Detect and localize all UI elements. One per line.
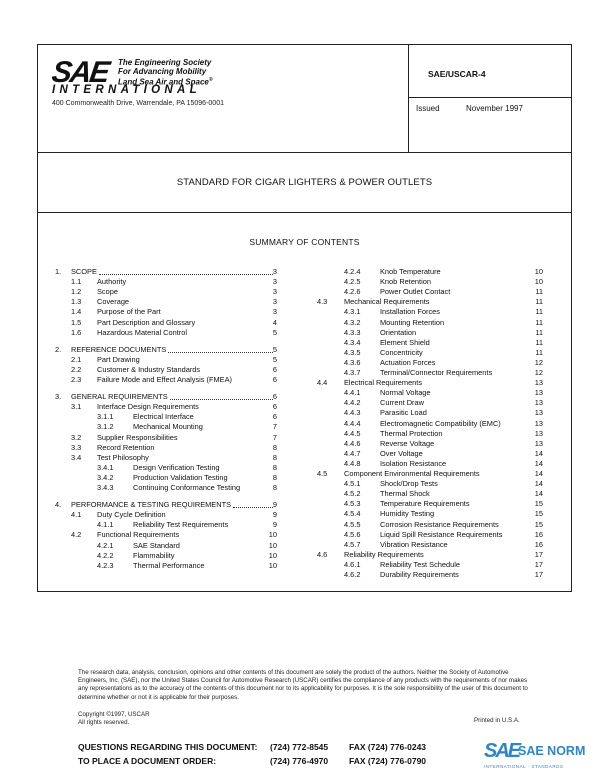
toc-entry-title: SAE Standard: [133, 540, 180, 550]
toc-entry-number: 1.6: [71, 327, 82, 337]
toc-entry-title: Interface Design Requirements: [97, 402, 199, 412]
toc-entry: [317, 388, 557, 398]
order-fax: FAX (724) 776-0790: [349, 756, 427, 766]
toc-entry-title: Supplier Responsibilities: [97, 432, 178, 442]
toc-entry-number: 4.: [55, 500, 62, 510]
toc-entry-title: Terminal/Connector Requirements: [380, 368, 493, 377]
document-number: SAE/USCAR-4: [428, 69, 486, 79]
toc-entry-number: 4.2.5: [344, 277, 361, 287]
toc-entry-number: 2.: [55, 344, 62, 354]
toc-entry: [317, 267, 557, 277]
toc-entry: [55, 530, 291, 540]
toc-entry-number: 3.4.1: [97, 462, 114, 472]
toc-entry: [317, 560, 557, 570]
toc-entry-title: Normal Voltage: [380, 388, 431, 398]
toc-entry-number: 1.3: [71, 297, 82, 307]
toc-entry-page: 5: [272, 354, 277, 364]
toc-entry-page: 3: [272, 287, 277, 297]
toc-entry-title: Thermal Protection: [380, 428, 443, 438]
toc-entry-number: 4.4.1: [344, 388, 361, 398]
header-divider-bottom: [37, 152, 572, 153]
toc-entry-number: 4.2.1: [97, 540, 114, 550]
printed-in: Printed in U.S.A.: [474, 717, 520, 724]
disclaimer: The research data, analysis, conclusion, opinions and other contents of this document are solely the product of the authors. Neither the Society of Automotive Engineers, Inc. (SAE), nor the United States Council for Automotive Research (USCAR) certifies the compliance of any products with the requirements of nor makes any representations as to the accuracy of the contents of this document nor to its applicability for purposes. It is the sole responsibility of the user of this document to determine whether or not it is applicable for their purposes.: [78, 669, 528, 701]
toc-entry-page: 6: [272, 392, 277, 402]
toc-entry: [55, 453, 291, 463]
tagline-line-1: The Engineering Society: [118, 58, 212, 67]
toc-entry-title: Knob Temperature: [380, 267, 441, 276]
toc-entry-title: Customer & Industry Standards: [97, 364, 201, 374]
sae-address: 400 Commonwealth Drive, Warrendale, PA 15096-0001: [52, 100, 224, 107]
toc-entry-page: 11: [535, 307, 543, 317]
toc-entry-number: 4.4.3: [344, 408, 361, 418]
toc-entry-number: 3.1.1: [97, 412, 114, 422]
toc-entry-title: Mechanical Requirements: [344, 297, 430, 307]
toc-entry-page: 10: [268, 550, 277, 560]
tagline-line-2: For Advancing Mobility: [118, 67, 207, 76]
toc-entry: [317, 540, 557, 550]
toc-entry: [317, 287, 557, 297]
sae-norm-sub: INTERNATIONAL · STANDARDS: [484, 764, 564, 769]
toc-entry-page: 17: [534, 549, 543, 559]
toc-entry-title: Coverage: [97, 297, 130, 307]
toc-entry-page: 4: [272, 317, 277, 327]
toc-entry-title: SCOPE: [71, 267, 97, 276]
toc-entry: [317, 307, 557, 317]
toc-entry-number: 3.1.2: [97, 422, 114, 432]
toc-entry: [317, 419, 557, 429]
sae-norm-watermark: [484, 740, 586, 769]
toc-entry-title: Purpose of the Part: [97, 307, 161, 317]
toc-entry-title: Authority: [97, 277, 127, 287]
toc-entry-number: 4.5.3: [344, 499, 361, 509]
toc-entry-page: 13: [534, 408, 543, 418]
toc-entry: [317, 499, 557, 509]
toc-leader-dots: [99, 267, 273, 275]
sae-norm-word: SAE NORM: [518, 744, 586, 758]
toc-entry-number: 3.3: [71, 442, 82, 452]
toc-entry-title: Thermal Performance: [133, 560, 205, 570]
sae-international-wordmark: INTERNATIONAL: [52, 84, 201, 96]
toc-entry: [317, 459, 557, 469]
toc-entry-page: 13: [534, 388, 543, 398]
toc-entry-page: 13: [534, 418, 543, 428]
questions-label: QUESTIONS REGARDING THIS DOCUMENT:: [78, 742, 258, 752]
toc-entry: [317, 358, 557, 368]
toc-entry-title: Corrosion Resistance Requirements: [380, 519, 499, 529]
toc-entry-title: Isolation Resistance: [380, 458, 447, 468]
toc-entry: [317, 530, 557, 540]
toc-leader-dots: [233, 500, 273, 508]
toc-entry: [55, 483, 291, 493]
toc-entry-page: 10: [268, 530, 277, 540]
toc-entry-page: 14: [534, 469, 543, 478]
issued-date: November 1997: [466, 104, 523, 113]
toc-entry-page: 8: [272, 442, 277, 452]
toc-entry-title: Production Validation Testing: [133, 472, 228, 482]
toc-entry-title: Flammability: [133, 550, 175, 560]
toc-entry: [55, 500, 291, 510]
toc-entry: [55, 355, 291, 365]
toc-entry-title: Part Description and Glossary: [97, 317, 196, 327]
toc-entry: [55, 318, 291, 328]
toc-entry-page: 8: [272, 452, 277, 462]
toc-entry-page: 15: [534, 499, 543, 509]
toc-entry: [317, 398, 557, 408]
toc-entry-title: Over Voltage: [380, 448, 423, 458]
toc-entry-page: 9: [272, 520, 277, 530]
toc-entry: [317, 449, 557, 459]
toc-entry: [317, 338, 557, 348]
toc-entry-number: 3.4: [71, 452, 82, 462]
toc-entry-page: 7: [272, 432, 277, 442]
toc-entry-title: GENERAL REQUIREMENTS: [71, 392, 168, 402]
toc-entry-page: 8: [272, 483, 277, 492]
toc-entry: [317, 318, 557, 328]
toc-entry-title: REFERENCE DOCUMENTS: [71, 344, 167, 354]
copyright-block: [78, 711, 150, 727]
toc-entry: [317, 439, 557, 449]
toc-entry: [55, 443, 291, 453]
toc-entry-title: Failure Mode and Effect Analysis (FMEA): [97, 375, 233, 384]
toc-entry-page: 13: [534, 438, 543, 448]
toc-entry-title: Vibration Resistance: [380, 539, 448, 549]
toc-entry-page: 17: [534, 559, 543, 569]
toc-entry-number: 2.1: [71, 354, 82, 364]
toc-entry-page: 8: [272, 472, 277, 482]
toc-entry-title: Element Shield: [380, 337, 430, 347]
toc-entry: [317, 520, 557, 530]
toc-entry-page: 13: [534, 428, 543, 438]
toc-entry-title: Reliability Test Requirements: [133, 520, 229, 530]
summary-heading: SUMMARY OF CONTENTS: [249, 237, 360, 247]
toc-entry-title: Electrical Requirements: [344, 378, 423, 388]
order-label: TO PLACE A DOCUMENT ORDER:: [78, 756, 217, 766]
toc-entry: [55, 307, 291, 317]
toc-entry-page: 5: [272, 327, 277, 337]
toc-entry: [55, 412, 291, 422]
toc-entry-page: 11: [535, 287, 543, 297]
toc-entry-page: 11: [535, 317, 543, 327]
toc-entry-title: Parasitic Load: [380, 408, 427, 418]
toc-entry-title: Orientation: [380, 327, 417, 337]
toc-entry-number: 4.5.4: [344, 509, 361, 519]
toc-entry-number: 4.3.1: [344, 307, 361, 317]
toc-entry-number: 4.3.7: [344, 368, 361, 377]
toc-entry-title: Knob Retention: [380, 277, 431, 287]
toc-entry: [55, 345, 291, 355]
toc-entry-page: 15: [534, 519, 543, 529]
toc-entry-title: Temperature Requirements: [380, 499, 470, 509]
toc-entry: [317, 277, 557, 287]
toc-entry-title: Electromagnetic Compatibility (EMC): [380, 418, 501, 428]
toc-entry-title: Installation Forces: [380, 307, 440, 317]
toc-entry-number: 4.4.6: [344, 438, 361, 448]
toc-entry-number: 4.1: [71, 510, 82, 520]
toc-entry-number: 4.3.3: [344, 327, 361, 337]
toc-entry-page: 6: [272, 402, 277, 412]
toc-entry-page: 7: [272, 422, 277, 432]
toc-entry-number: 1.1: [71, 277, 82, 287]
toc-entry: [55, 463, 291, 473]
toc-entry-title: Liquid Spill Resistance Requirements: [380, 529, 503, 539]
toc-entry-number: 4.2.6: [344, 287, 361, 297]
toc-entry: [55, 392, 291, 402]
toc-entry-page: 14: [534, 489, 543, 499]
toc-entry: [55, 473, 291, 483]
toc-entry-page: 6: [272, 364, 277, 374]
toc-leader-dots: [168, 345, 273, 353]
toc-entry: [317, 479, 557, 489]
sae-logo: SAE: [49, 56, 111, 89]
toc-entry-title: Reliability Requirements: [344, 549, 424, 559]
toc-entry-number: 4.6: [317, 549, 328, 559]
toc-entry-number: 4.5.5: [344, 519, 361, 529]
document-title: STANDARD FOR CIGAR LIGHTERS & POWER OUTLETS: [176, 177, 433, 188]
toc-entry-number: 4.4: [317, 378, 328, 388]
toc-entry-title: Durability Requirements: [380, 570, 459, 579]
toc-entry-page: 11: [535, 337, 543, 347]
toc-entry-number: 4.3.4: [344, 337, 361, 347]
tagline-line-3: Land Sea Air and Space®: [118, 77, 213, 87]
toc-entry-page: 12: [534, 357, 543, 367]
toc-entry-page: 12: [534, 368, 543, 377]
toc-entry-number: 4.4.5: [344, 428, 361, 438]
toc-entry-page: 6: [272, 375, 277, 384]
toc-entry-page: 9: [272, 510, 277, 520]
toc-entry-title: Functional Requirements: [97, 530, 180, 540]
toc-entry-page: 13: [534, 398, 543, 408]
questions-phone: (724) 772-8545: [270, 742, 329, 752]
sae-tagline: [118, 58, 213, 87]
toc-entry-title: Power Outlet Contact: [380, 287, 451, 297]
toc-entry-number: 3.4.3: [97, 483, 114, 492]
toc-entry: [317, 328, 557, 338]
toc-entry: [317, 489, 557, 499]
toc-entry-number: 2.2: [71, 364, 82, 374]
toc-entry: [55, 433, 291, 443]
toc-entry-page: 15: [534, 509, 543, 519]
toc-entry-page: 3: [272, 267, 277, 276]
toc-entry-page: 14: [534, 479, 543, 489]
toc-entry-number: 4.4.7: [344, 448, 361, 458]
toc-entry-page: 3: [272, 297, 277, 307]
toc-entry-title: Test Philosophy: [97, 452, 149, 462]
toc-entry-page: 10: [534, 277, 543, 287]
toc-entry-number: 4.2.4: [344, 267, 361, 276]
toc-entry: [55, 375, 291, 385]
toc-entry-title: Shock/Drop Tests: [380, 479, 438, 489]
toc-entry-number: 4.2.3: [97, 560, 114, 570]
toc-entry-title: Current Draw: [380, 398, 424, 408]
toc-entry-title: Electrical Interface: [133, 412, 194, 422]
toc-entry-number: 2.3: [71, 375, 82, 384]
toc-entry-page: 8: [272, 462, 277, 472]
toc-entry-number: 1.5: [71, 317, 82, 327]
toc-entry-number: 4.3: [317, 297, 328, 307]
toc-entry-title: Component Environmental Requirements: [344, 469, 480, 478]
toc-entry-title: Reliability Test Schedule: [380, 559, 460, 569]
toc-entry-number: 4.4.2: [344, 398, 361, 408]
toc-entry: [55, 520, 291, 530]
toc-entry: [317, 570, 557, 580]
toc-entry: [55, 287, 291, 297]
toc-entry-title: Duty Cycle Definition: [97, 510, 166, 520]
toc-entry-number: 4.1.1: [97, 520, 114, 530]
toc-entry-number: 1.4: [71, 307, 82, 317]
title-divider: [37, 212, 572, 213]
toc-entry-number: 4.3.6: [344, 357, 361, 367]
toc-entry-title: Continuing Conformance Testing: [133, 483, 241, 492]
toc-entry-page: 9: [272, 500, 277, 510]
toc-entry-number: 3.4.2: [97, 472, 114, 482]
toc-entry-page: 6: [272, 412, 277, 422]
toc-entry: [55, 551, 291, 561]
toc-entry-title: Hazardous Material Control: [97, 327, 187, 337]
toc-entry-number: 4.5.7: [344, 539, 361, 549]
toc-entry: [317, 348, 557, 358]
toc-entry-number: 4.5.2: [344, 489, 361, 499]
rights: All rights reserved.: [78, 719, 130, 727]
toc-entry-number: 4.4.8: [344, 458, 361, 468]
toc-entry-number: 4.6.2: [344, 570, 361, 579]
toc-entry-number: 4.3.5: [344, 347, 361, 357]
toc-entry: [317, 297, 557, 307]
toc-entry-page: 10: [268, 560, 277, 570]
toc-entry-title: Part Drawing: [97, 354, 140, 364]
toc-entry-number: 3.: [55, 392, 62, 402]
toc-entry-page: 16: [534, 529, 543, 539]
copyright: Copyright ©1997, USCAR: [78, 711, 150, 718]
toc-entry-number: 4.4.4: [344, 418, 361, 428]
toc-entry: [55, 365, 291, 375]
toc-entry: [317, 469, 557, 479]
toc-entry: [55, 277, 291, 287]
toc-entry-page: 3: [272, 307, 277, 317]
issued-label: Issued: [416, 104, 440, 113]
toc-entry-title: Thermal Shock: [380, 489, 430, 499]
toc-entry-number: 1.2: [71, 287, 82, 297]
toc-entry-number: 1.: [55, 267, 62, 276]
toc-entry-page: 10: [268, 540, 277, 550]
toc-entry-number: 4.6.1: [344, 559, 361, 569]
order-phone: (724) 776-4970: [270, 756, 329, 766]
toc-entry: [317, 408, 557, 418]
toc-entry-page: 11: [535, 327, 543, 337]
toc-entry: [317, 378, 557, 388]
toc-entry-title: Scope: [97, 287, 118, 297]
toc-entry: [317, 550, 557, 560]
toc-entry: [55, 402, 291, 412]
toc-entry: [317, 429, 557, 439]
toc-entry-page: 11: [535, 347, 543, 357]
toc-leader-dots: [170, 392, 273, 400]
toc-entry-page: 14: [534, 448, 543, 458]
toc-entry-number: 4.5: [317, 469, 328, 478]
toc-entry-title: Reverse Voltage: [380, 438, 435, 448]
toc-entry-number: 4.2.2: [97, 550, 114, 560]
toc-entry-page: 10: [534, 267, 543, 276]
toc-entry: [55, 422, 291, 432]
toc-entry-page: 5: [272, 344, 277, 354]
toc-entry-title: Humidity Testing: [380, 509, 435, 519]
toc-entry-page: 17: [534, 570, 543, 579]
toc-entry-page: 14: [534, 458, 543, 468]
toc-entry-title: Mechanical Mounting: [133, 422, 203, 432]
toc-entry: [55, 297, 291, 307]
toc-entry-number: 4.5.6: [344, 529, 361, 539]
sae-norm-mark: SAE: [484, 740, 520, 762]
toc-entry: [55, 267, 291, 277]
toc-entry-number: 3.1: [71, 402, 82, 412]
toc-entry-page: 11: [535, 297, 543, 307]
header-divider-right: [408, 97, 572, 98]
toc-entry: [317, 368, 557, 378]
toc-entry-number: 3.2: [71, 432, 82, 442]
questions-fax: FAX (724) 776-0243: [349, 742, 427, 752]
toc-entry-title: Mounting Retention: [380, 317, 445, 327]
toc-entry-page: 16: [534, 539, 543, 549]
toc-entry-number: 4.2: [71, 530, 82, 540]
toc-entry-page: 3: [272, 277, 277, 287]
toc-entry-title: Actuation Forces: [380, 357, 436, 367]
toc-entry-number: 4.5.1: [344, 479, 361, 489]
toc-entry-number: 4.3.2: [344, 317, 361, 327]
toc-entry: [55, 328, 291, 338]
toc-entry-title: Concentricity: [380, 347, 423, 357]
toc-entry: [55, 510, 291, 520]
toc-entry-title: Design Verification Testing: [133, 462, 220, 472]
toc-entry-title: PERFORMANCE & TESTING REQUIREMENTS: [71, 500, 232, 510]
toc-entry: [55, 541, 291, 551]
toc-entry: [55, 561, 291, 571]
toc-entry-title: Record Retention: [97, 442, 155, 452]
toc-entry: [317, 509, 557, 519]
toc-entry-page: 13: [534, 378, 543, 388]
